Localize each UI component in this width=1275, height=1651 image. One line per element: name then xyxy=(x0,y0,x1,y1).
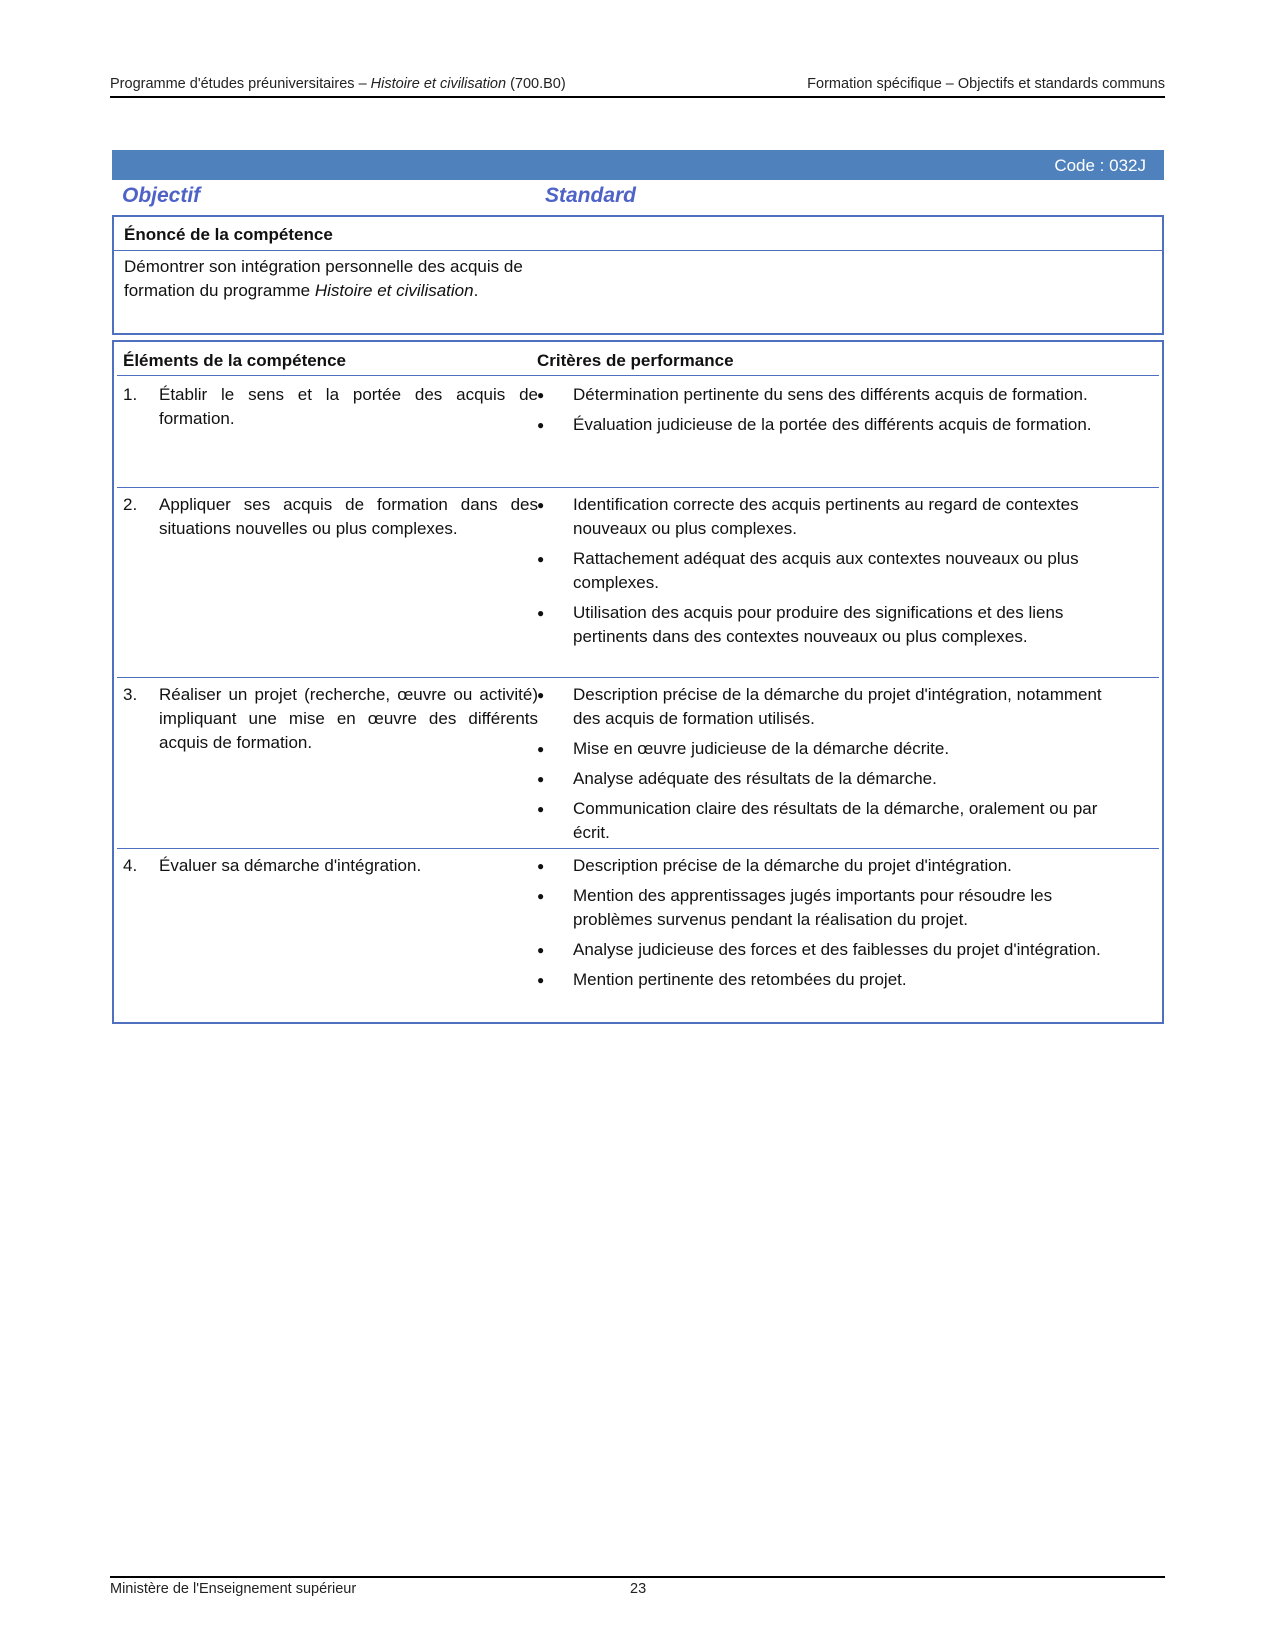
criterion-item xyxy=(537,383,1122,407)
criterion-text: Analyse adéquate des résultats de la démarche. xyxy=(573,769,937,788)
bullet-icon: ● xyxy=(537,889,545,903)
header-program-title: Programme d'études préuniversitaires – Histoire et civilisation (700.B0) xyxy=(110,76,566,92)
criterion-text: Description précise de la démarche du projet d'intégration, notamment des acquis de formation utilisés. xyxy=(573,685,1102,728)
criterion-item xyxy=(537,938,1122,962)
element-text: Appliquer ses acquis de formation dans des situations nouvelles ou plus complexes. xyxy=(159,495,538,538)
criterion-text: Mention pertinente des retombées du projet. xyxy=(573,970,907,989)
bullet-icon: ● xyxy=(537,552,545,566)
competency-code: Code : 032J xyxy=(1054,156,1146,175)
bullet-icon: ● xyxy=(537,742,545,756)
criterion-item xyxy=(537,884,1122,932)
footer-ministry: Ministère de l'Enseignement supérieur xyxy=(110,1581,357,1597)
bullet-icon: ● xyxy=(537,973,545,987)
criterion-item xyxy=(537,413,1122,437)
bullet-icon: ● xyxy=(537,859,545,873)
footer-rule xyxy=(110,1576,1165,1578)
criterion-text: Évaluation judicieuse de la portée des différents acquis de formation. xyxy=(573,415,1092,434)
criterion-item xyxy=(537,493,1122,541)
criterion-text: Description précise de la démarche du projet d'intégration. xyxy=(573,856,1012,875)
enonce-text: Démontrer son intégration personnelle des acquis de formation du programme Histoire et civilisation. xyxy=(124,257,523,300)
competency-element xyxy=(123,683,538,755)
elements-column-header: Éléments de la compétence xyxy=(123,351,346,370)
performance-criteria-list xyxy=(537,383,1122,443)
criterion-text: Communication claire des résultats de la démarche, oralement ou par écrit. xyxy=(573,799,1098,842)
bullet-icon: ● xyxy=(537,418,545,432)
bullet-icon: ● xyxy=(537,943,545,957)
criterion-item xyxy=(537,968,1122,992)
criterion-item xyxy=(537,547,1122,595)
code-bar xyxy=(112,150,1164,180)
header-rule xyxy=(110,96,1165,98)
performance-criteria-list xyxy=(537,683,1122,851)
criterion-item xyxy=(537,601,1122,649)
element-text: Réaliser un projet (recherche, œuvre ou activité) impliquant une mise en œuvre des différents acquis de formation. xyxy=(159,685,538,752)
bullet-icon: ● xyxy=(537,606,545,620)
criterion-text: Rattachement adéquat des acquis aux contextes nouveaux ou plus complexes. xyxy=(573,549,1079,592)
performance-criteria-list xyxy=(537,854,1122,998)
element-number: 1. xyxy=(123,385,138,404)
bullet-icon: ● xyxy=(537,802,545,816)
performance-criteria-list xyxy=(537,493,1122,655)
bullet-icon: ● xyxy=(537,772,545,786)
criterion-item xyxy=(537,737,1122,761)
element-number: 4. xyxy=(123,856,138,875)
bullet-icon: ● xyxy=(537,498,545,512)
competency-element xyxy=(123,493,538,541)
table-row xyxy=(117,487,1159,678)
criteres-column-header: Critères de performance xyxy=(537,351,734,370)
criterion-text: Détermination pertinente du sens des différents acquis de formation. xyxy=(573,385,1088,404)
element-number: 3. xyxy=(123,685,138,704)
competency-table xyxy=(112,340,1164,1024)
criterion-text: Mise en œuvre judicieuse de la démarche décrite. xyxy=(573,739,950,758)
standard-heading: Standard xyxy=(545,184,637,207)
objectif-heading: Objectif xyxy=(122,184,201,207)
criterion-text: Analyse judicieuse des forces et des faiblesses du projet d'intégration. xyxy=(573,940,1101,959)
criterion-item xyxy=(537,683,1122,731)
enonce-title: Énoncé de la compétence xyxy=(124,225,333,244)
enonce-box xyxy=(112,215,1164,335)
element-text: Évaluer sa démarche d'intégration. xyxy=(159,856,422,875)
header-section-title: Formation spécifique – Objectifs et standards communs xyxy=(807,76,1165,92)
criterion-text: Identification correcte des acquis pertinents au regard de contextes nouveaux ou plus complexes. xyxy=(573,495,1079,538)
table-row xyxy=(117,677,1159,849)
criterion-text: Mention des apprentissages jugés importants pour résoudre les problèmes survenus pendant la réalisation du projet. xyxy=(573,886,1053,929)
criterion-text: Utilisation des acquis pour produire des significations et des liens pertinents dans des contextes nouveaux ou plus complexes. xyxy=(573,603,1064,646)
page-number: 23 xyxy=(630,1581,647,1597)
criterion-item xyxy=(537,854,1122,878)
competency-element xyxy=(123,383,538,431)
bullet-icon: ● xyxy=(537,388,545,402)
competency-element xyxy=(123,854,538,878)
criterion-item xyxy=(537,767,1122,791)
bullet-icon: ● xyxy=(537,688,545,702)
table-header xyxy=(117,345,1159,376)
table-row xyxy=(117,848,1159,1015)
enonce-divider xyxy=(114,250,1162,251)
table-row xyxy=(117,377,1159,488)
criterion-item xyxy=(537,797,1122,845)
element-number: 2. xyxy=(123,495,138,514)
element-text: Établir le sens et la portée des acquis de formation. xyxy=(159,385,538,428)
